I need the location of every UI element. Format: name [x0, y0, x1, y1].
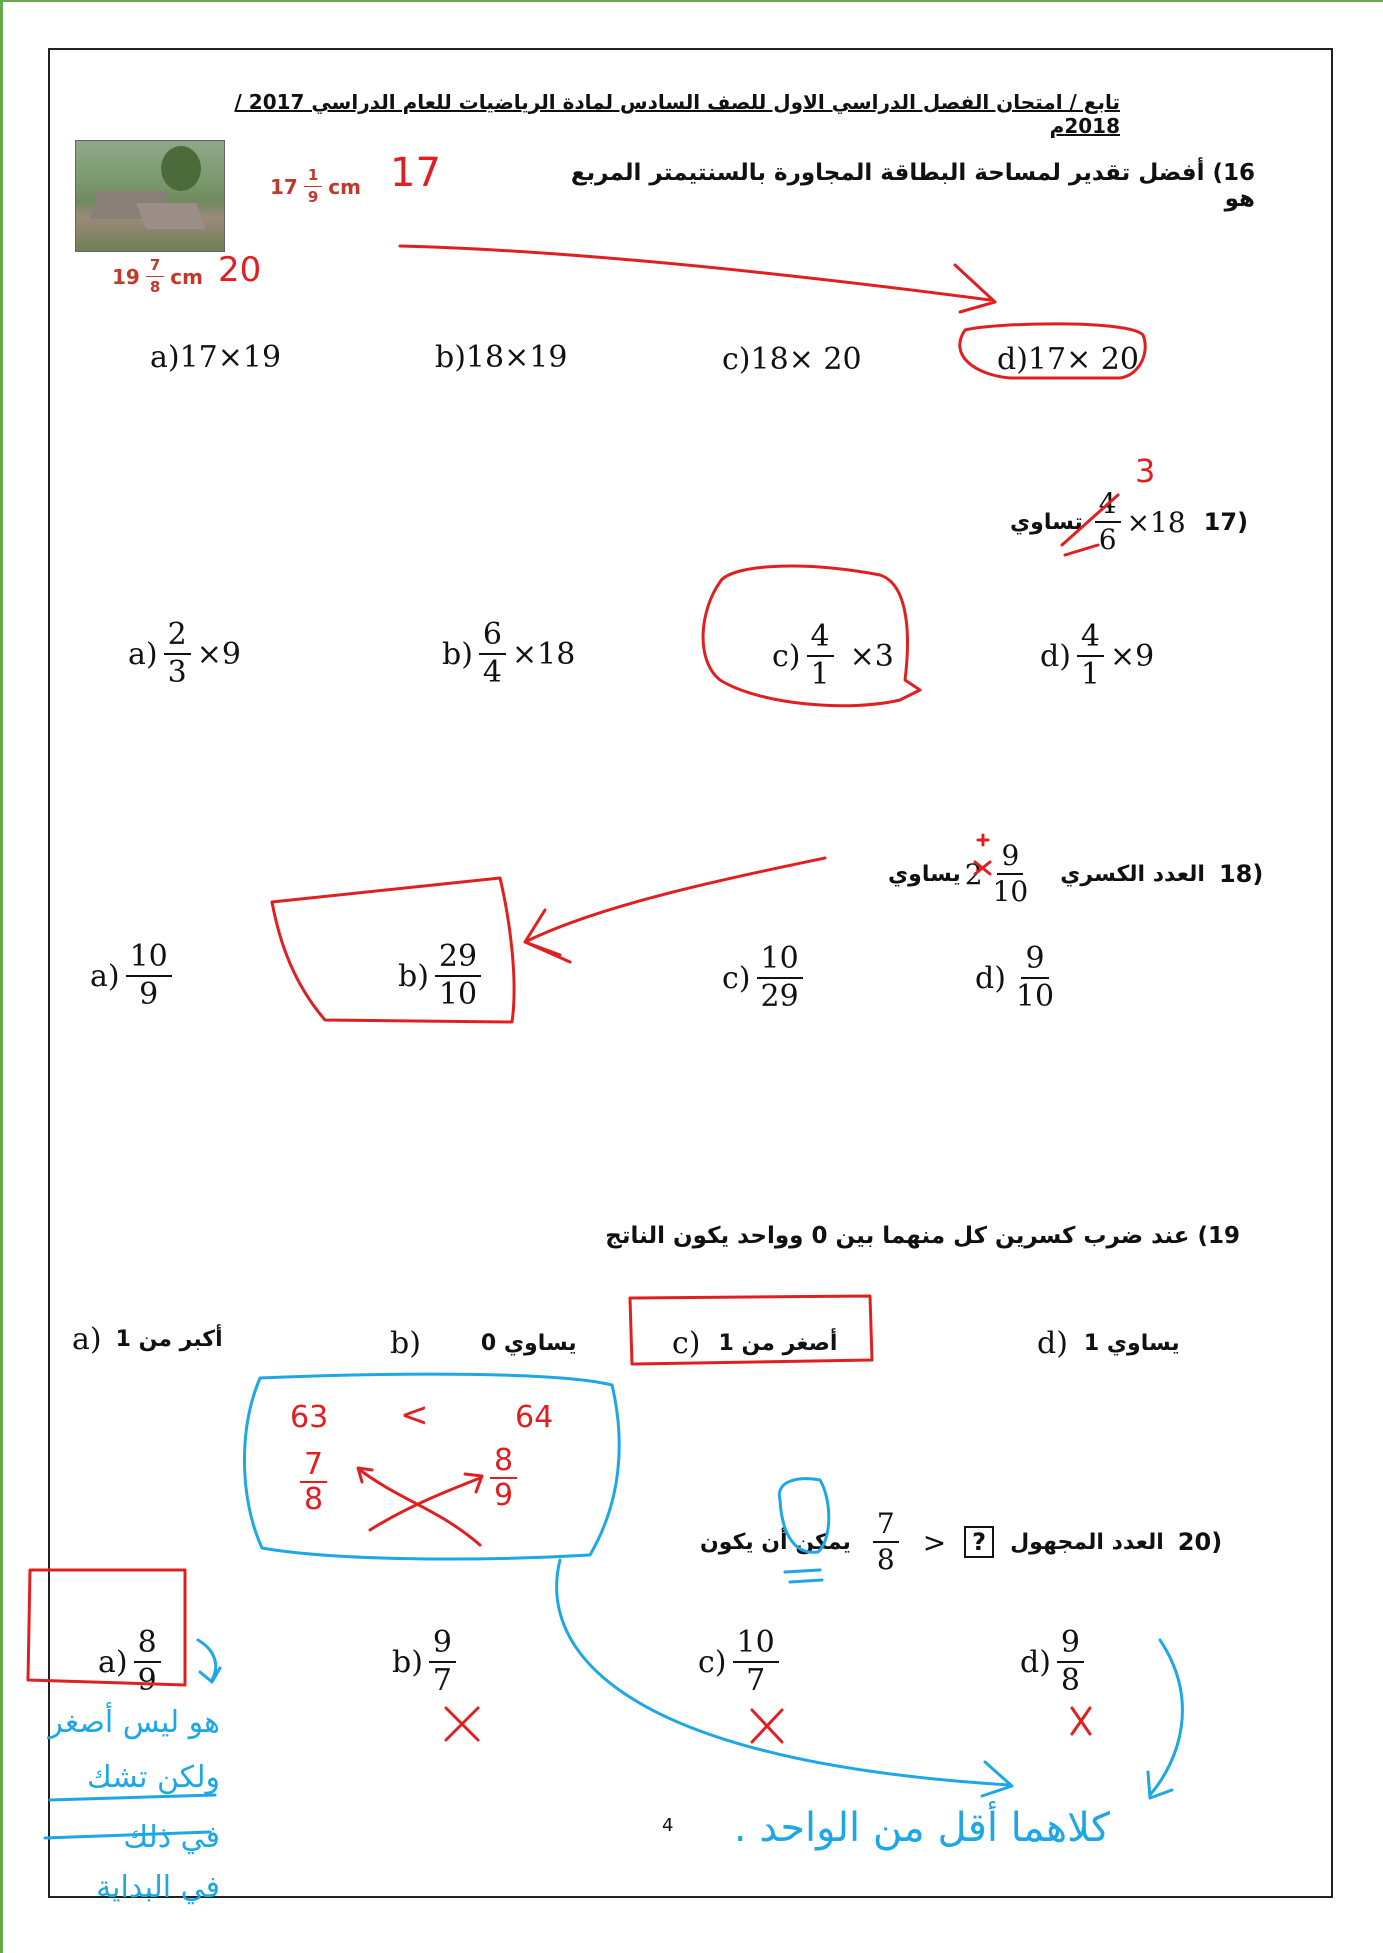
- q20-frac-den: 8: [876, 1543, 895, 1576]
- q17-option-d-num: 4: [1077, 622, 1104, 657]
- q17-option-c-label: c): [772, 638, 801, 674]
- q20-suffix: يمكن أن يكون: [700, 1529, 851, 1555]
- q20-option-b-den: 7: [432, 1663, 453, 1698]
- hand-fraction-8-9: [490, 1444, 517, 1512]
- q17-option-c[interactable]: [772, 619, 894, 692]
- card-height-dimension: [112, 258, 203, 295]
- dim-height-den: 8: [149, 278, 161, 296]
- q20-prompt: [700, 1507, 1223, 1576]
- q19-option-a[interactable]: [72, 1322, 223, 1357]
- exam-header-title: تابع / امتحان الفصل الدراسي الاول للصف السادس لمادة الرياضيات للعام الدراسي 2017 / 2018م: [234, 90, 1120, 138]
- q18-option-d-label: d): [975, 960, 1006, 996]
- q17-option-d-tail: ×9: [1110, 638, 1155, 674]
- q18-option-b-fraction: [435, 939, 481, 1012]
- hand-note-64: 64: [515, 1400, 554, 1435]
- q16-option-c[interactable]: [722, 342, 862, 377]
- q17-prompt: [1010, 487, 1249, 556]
- dim-height-unit: cm: [170, 264, 203, 289]
- q18-option-c-num: 10: [757, 944, 803, 979]
- q20-option-a-label: a): [98, 1644, 128, 1680]
- q16-option-a-value: 17×19: [179, 340, 282, 375]
- q18-option-b-label: b): [398, 958, 429, 994]
- q17-word: تساوي: [1010, 509, 1083, 535]
- q17-option-a-den: 3: [167, 655, 187, 690]
- page-top-rule: [0, 0, 1383, 2]
- hand-fraction-7-8: [300, 1448, 327, 1516]
- page-left-rule: [0, 0, 3, 1953]
- q20-option-d-num: 9: [1057, 1628, 1084, 1663]
- photo-house-roof-2: [136, 203, 205, 229]
- q17-option-b-tail: ×18: [512, 636, 576, 672]
- dim-width-unit: cm: [328, 174, 361, 199]
- q18-option-a-fraction: [126, 939, 172, 1012]
- q17-option-d-den: 1: [1080, 657, 1101, 692]
- q20-option-a-num: 8: [134, 1628, 161, 1663]
- dim-height-whole: 19: [112, 264, 140, 289]
- q20-option-b[interactable]: [392, 1625, 462, 1698]
- q17-expr-whole: ×18: [1126, 505, 1186, 539]
- q16-option-b-label: b): [435, 340, 466, 375]
- q18-option-a-den: 9: [139, 977, 159, 1012]
- q19-option-c-label: c): [672, 1326, 701, 1361]
- q18-whole: 2: [964, 857, 983, 891]
- q16-option-b-value: 18×19: [465, 340, 568, 375]
- q19-option-c[interactable]: [672, 1326, 837, 1361]
- q16-option-c-label: c): [722, 342, 751, 377]
- q18-prompt: [888, 839, 1264, 908]
- hand-note-3: 3: [1135, 452, 1156, 490]
- q19-option-b-label: b): [390, 1326, 421, 1361]
- hand-frac-left-num: 7: [300, 1448, 327, 1483]
- dim-width-den: 9: [307, 188, 319, 206]
- q17-option-c-fraction: [807, 619, 834, 692]
- q16-option-b[interactable]: [435, 340, 567, 375]
- q17-option-b-den: 4: [482, 655, 503, 690]
- q18-option-c-label: c): [722, 960, 751, 996]
- q17-option-b-fraction: [479, 617, 506, 690]
- q18-frac-num: 9: [997, 842, 1023, 875]
- q20-option-b-label: b): [392, 1644, 423, 1680]
- q17-fraction: [1095, 487, 1121, 556]
- hand-note-less-than: <: [400, 1395, 429, 1435]
- q17-frac-den: 6: [1098, 523, 1117, 556]
- card-width-dimension: [270, 168, 361, 205]
- q18-option-a-label: a): [90, 958, 120, 994]
- q18-option-c[interactable]: [722, 941, 809, 1014]
- hand-note-left-4: في البداية: [96, 1870, 220, 1905]
- q17-option-a-label: a): [128, 636, 158, 672]
- q18-option-d-num: 9: [1021, 944, 1048, 979]
- q20-option-b-fraction: [429, 1625, 456, 1698]
- q18-option-d[interactable]: [975, 941, 1064, 1014]
- q18-option-a-num: 10: [126, 942, 172, 977]
- q19-option-c-text: أصغر من 1: [718, 1331, 838, 1356]
- q20-fraction: [873, 1507, 899, 1576]
- q17-option-d[interactable]: [1040, 619, 1155, 692]
- q18-option-a[interactable]: [90, 939, 178, 1012]
- q17-option-a-tail: ×9: [196, 636, 241, 672]
- hand-note-bottom: كلاهما أقل من الواحد .: [733, 1805, 1110, 1851]
- q17-option-b[interactable]: [442, 617, 576, 690]
- q17-option-c-num: 4: [807, 622, 834, 657]
- q17-frac-num: 4: [1095, 490, 1121, 523]
- q17-option-b-label: b): [442, 636, 473, 672]
- q20-prefix: العدد المجهول: [1010, 1529, 1164, 1555]
- q17-option-d-label: d): [1040, 638, 1071, 674]
- q16-option-d-label: d): [997, 342, 1028, 377]
- q18-frac-den: 10: [992, 875, 1029, 908]
- q20-option-a[interactable]: [98, 1625, 167, 1698]
- q18-option-c-den: 29: [760, 979, 799, 1014]
- q17-option-a-fraction: [164, 617, 191, 690]
- hand-frac-left-den: 8: [304, 1482, 324, 1517]
- exam-frame: [48, 48, 1333, 1898]
- q20-option-a-fraction: [134, 1625, 161, 1698]
- hand-note-17: 17: [390, 150, 441, 196]
- q19-option-b[interactable]: [390, 1326, 577, 1361]
- q19-option-b-text: يساوي 0: [480, 1331, 577, 1356]
- q20-number: 20): [1177, 1528, 1223, 1556]
- q20-option-a-den: 9: [137, 1663, 157, 1698]
- q20-option-c-fraction: [733, 1625, 779, 1698]
- dim-height-num: 7: [146, 258, 164, 277]
- q17-option-d-fraction: [1077, 619, 1104, 692]
- dim-height-fraction: [146, 258, 164, 295]
- hand-note-63: 63: [290, 1400, 329, 1435]
- q20-greater-than: >: [922, 1525, 947, 1559]
- q18-suffix: يساوي: [888, 861, 961, 887]
- hand-note-left-2: ولكن تشك: [87, 1760, 220, 1795]
- q18-option-b[interactable]: [398, 939, 487, 1012]
- q20-option-d-label: d): [1020, 1644, 1051, 1680]
- hand-note-left-3: في ذلك: [123, 1820, 220, 1855]
- q20-option-c-num: 10: [733, 1628, 779, 1663]
- hand-frac-right-num: 8: [490, 1444, 517, 1479]
- photo-tree: [161, 146, 201, 191]
- q19-option-a-text: أكبر من 1: [115, 1327, 223, 1352]
- page-number: 4: [662, 1815, 674, 1836]
- q17-option-a-num: 2: [164, 620, 191, 655]
- q17-option-c-den: 1: [810, 657, 830, 692]
- q20-frac-num: 7: [873, 1510, 899, 1543]
- q19-text: 19) عند ضرب كسرين كل منهما بين 0 وواحد يكون الناتج: [605, 1223, 1240, 1249]
- q17-option-b-num: 6: [479, 620, 506, 655]
- q16-option-a[interactable]: [150, 340, 281, 375]
- q18-option-d-den: 10: [1015, 979, 1055, 1014]
- dim-width-fraction: [304, 168, 322, 205]
- q16-option-c-value: 18× 20: [750, 342, 862, 377]
- q20-unknown-box: ?: [964, 1526, 994, 1558]
- q18-option-b-den: 10: [438, 977, 478, 1012]
- q18-option-b-num: 29: [435, 942, 481, 977]
- q20-option-d-fraction: [1057, 1625, 1084, 1698]
- card-photo: [75, 140, 225, 252]
- q17-option-c-tail: ×3: [849, 638, 894, 674]
- q19-option-d[interactable]: [1037, 1326, 1180, 1361]
- q19-option-d-label: d): [1037, 1326, 1068, 1361]
- hand-frac-right-den: 9: [494, 1478, 514, 1513]
- q19-option-a-label: a): [72, 1322, 102, 1357]
- q16-option-a-label: a): [150, 340, 180, 375]
- q20-option-c[interactable]: [698, 1625, 785, 1698]
- q18-option-c-fraction: [757, 941, 803, 1014]
- q20-option-d-den: 8: [1060, 1663, 1081, 1698]
- q20-option-c-den: 7: [746, 1663, 766, 1698]
- q16-text: 16) أفضل تقدير لمساحة البطاقة المجاورة بالسنتيمتر المربع هو: [570, 160, 1255, 212]
- q16-option-d[interactable]: [997, 342, 1139, 377]
- dim-width-whole: 17: [270, 174, 298, 199]
- q17-number: 17): [1203, 508, 1249, 536]
- hand-note-left-1: هو ليس أصغر: [48, 1705, 220, 1740]
- q16-option-d-value: 17× 20: [1027, 342, 1139, 377]
- q18-option-d-fraction: [1012, 941, 1058, 1014]
- q20-option-d[interactable]: [1020, 1625, 1090, 1698]
- q18-fraction: [989, 839, 1033, 908]
- q20-option-c-label: c): [698, 1644, 727, 1680]
- q19-option-d-text: يساوي 1: [1083, 1331, 1180, 1356]
- q18-number: 18): [1218, 860, 1264, 888]
- q17-option-a[interactable]: [128, 617, 241, 690]
- hand-note-20: 20: [218, 250, 262, 290]
- q18-prefix: العدد الكسري: [1060, 861, 1205, 887]
- dim-width-num: 1: [304, 168, 322, 187]
- q20-option-b-num: 9: [429, 1628, 456, 1663]
